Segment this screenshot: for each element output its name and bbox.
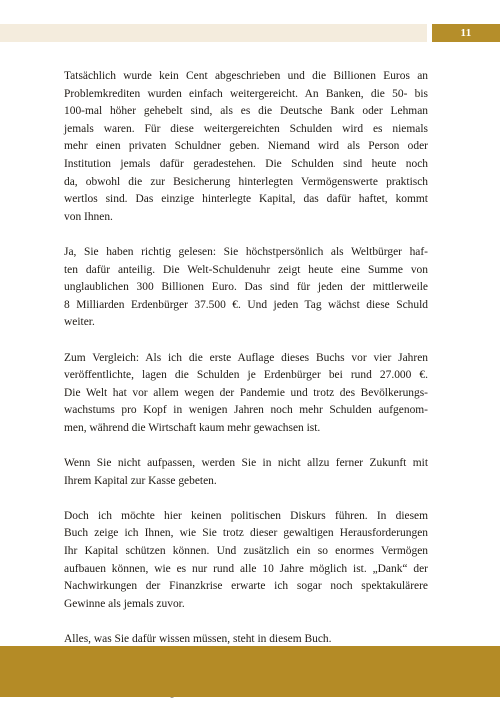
text-line: da, obwohl die zur Besicherung hinterlegten Vermögenswerte praktisch bbox=[64, 175, 428, 188]
text-line: Zum Vergleich: Als ich die erste Auflage dieses Buchs vor vier Jahren bbox=[64, 351, 428, 364]
text-line: Doch ich möchte hier keinen politischen Diskurs führen. In diesem bbox=[64, 509, 428, 522]
text-line: mehr einen privaten Schuldner geben. Niemand wird als Person oder bbox=[64, 140, 428, 153]
text-line: Ja, Sie haben richtig gelesen: Sie höchstpersönlich als Weltbürger haf- bbox=[64, 245, 428, 258]
paragraph bbox=[64, 455, 428, 490]
text-line: aufbauen können, wie es nur rund alle 10 Jahre möglich ist. „Dank“ der bbox=[64, 562, 428, 575]
text-line: Problemkrediten wurden einfach weitergereicht. An Banken, die 50- bis bbox=[64, 87, 428, 100]
paragraph bbox=[64, 68, 428, 226]
text-line: wachstums pro Kopf in wenigen Jahren noch mehr Schulden aufgenom- bbox=[64, 404, 428, 417]
text-line: weiter. bbox=[64, 316, 95, 329]
paragraph bbox=[64, 508, 428, 614]
text-line: von Ihnen. bbox=[64, 210, 113, 223]
footer-band bbox=[0, 646, 500, 697]
text-line: unglaublichen 300 Billionen Euro. Das sind für jeden der mittlerweile bbox=[64, 281, 428, 294]
text-line: wertlos sind. Das einzige hinterlegte Kapital, das dafür haftet, kommt bbox=[64, 193, 428, 206]
text-line: Die Welt hat vor allem wegen der Pandemie und trotz des Bevölkerungs- bbox=[64, 386, 428, 399]
header-band bbox=[0, 24, 427, 42]
text-line: Wenn Sie nicht aufpassen, werden Sie in nicht allzu ferner Zukunft mit bbox=[64, 457, 428, 470]
paragraph bbox=[64, 350, 428, 438]
text-line: Buch zeige ich Ihnen, wie Sie trotz dieser gewaltigen Herausforderungen bbox=[64, 527, 428, 540]
page-number: 11 bbox=[432, 24, 500, 42]
body-text bbox=[64, 68, 428, 719]
text-line: jemals waren. Für diese weitergereichten Schulden wird es niemals bbox=[64, 122, 428, 135]
text-line: Ihrem Kapital zur Kasse gebeten. bbox=[64, 474, 217, 487]
text-line: ten dafür anteilig. Die Welt-Schuldenuhr zeigt heute eine Summe von bbox=[64, 263, 428, 276]
text-line: Nachwirkungen der Finanzkrise erwarte ich sogar noch spektakulärere bbox=[64, 580, 428, 593]
paragraph bbox=[64, 244, 428, 332]
text-line: Institution jemals dafür geradestehen. Die Schulden sind heute noch bbox=[64, 157, 428, 170]
text-line: men, während die Wirtschaft kaum mehr gewachsen ist. bbox=[64, 421, 321, 434]
text-line: veröffentlichte, lagen die Schulden je Erdenbürger bei rund 27.000 €. bbox=[64, 369, 428, 382]
text-line: 100-mal höher gehebelt sind, als es die Deutsche Bank oder Lehman bbox=[64, 105, 428, 118]
text-line: Tatsächlich wurde kein Cent abgeschrieben und die Billionen Euros an bbox=[64, 70, 428, 82]
text-line: Ihr Kapital schützen können. Und zusätzlich ein so enormes Vermögen bbox=[64, 545, 428, 558]
text-line: Gewinne als jemals zuvor. bbox=[64, 597, 185, 610]
text-line: 8 Milliarden Erdenbürger 37.500 €. Und jeden Tag wächst diese Schuld bbox=[64, 298, 428, 311]
text-line: Alles, was Sie dafür wissen müssen, steht in diesem Buch. bbox=[64, 633, 332, 645]
